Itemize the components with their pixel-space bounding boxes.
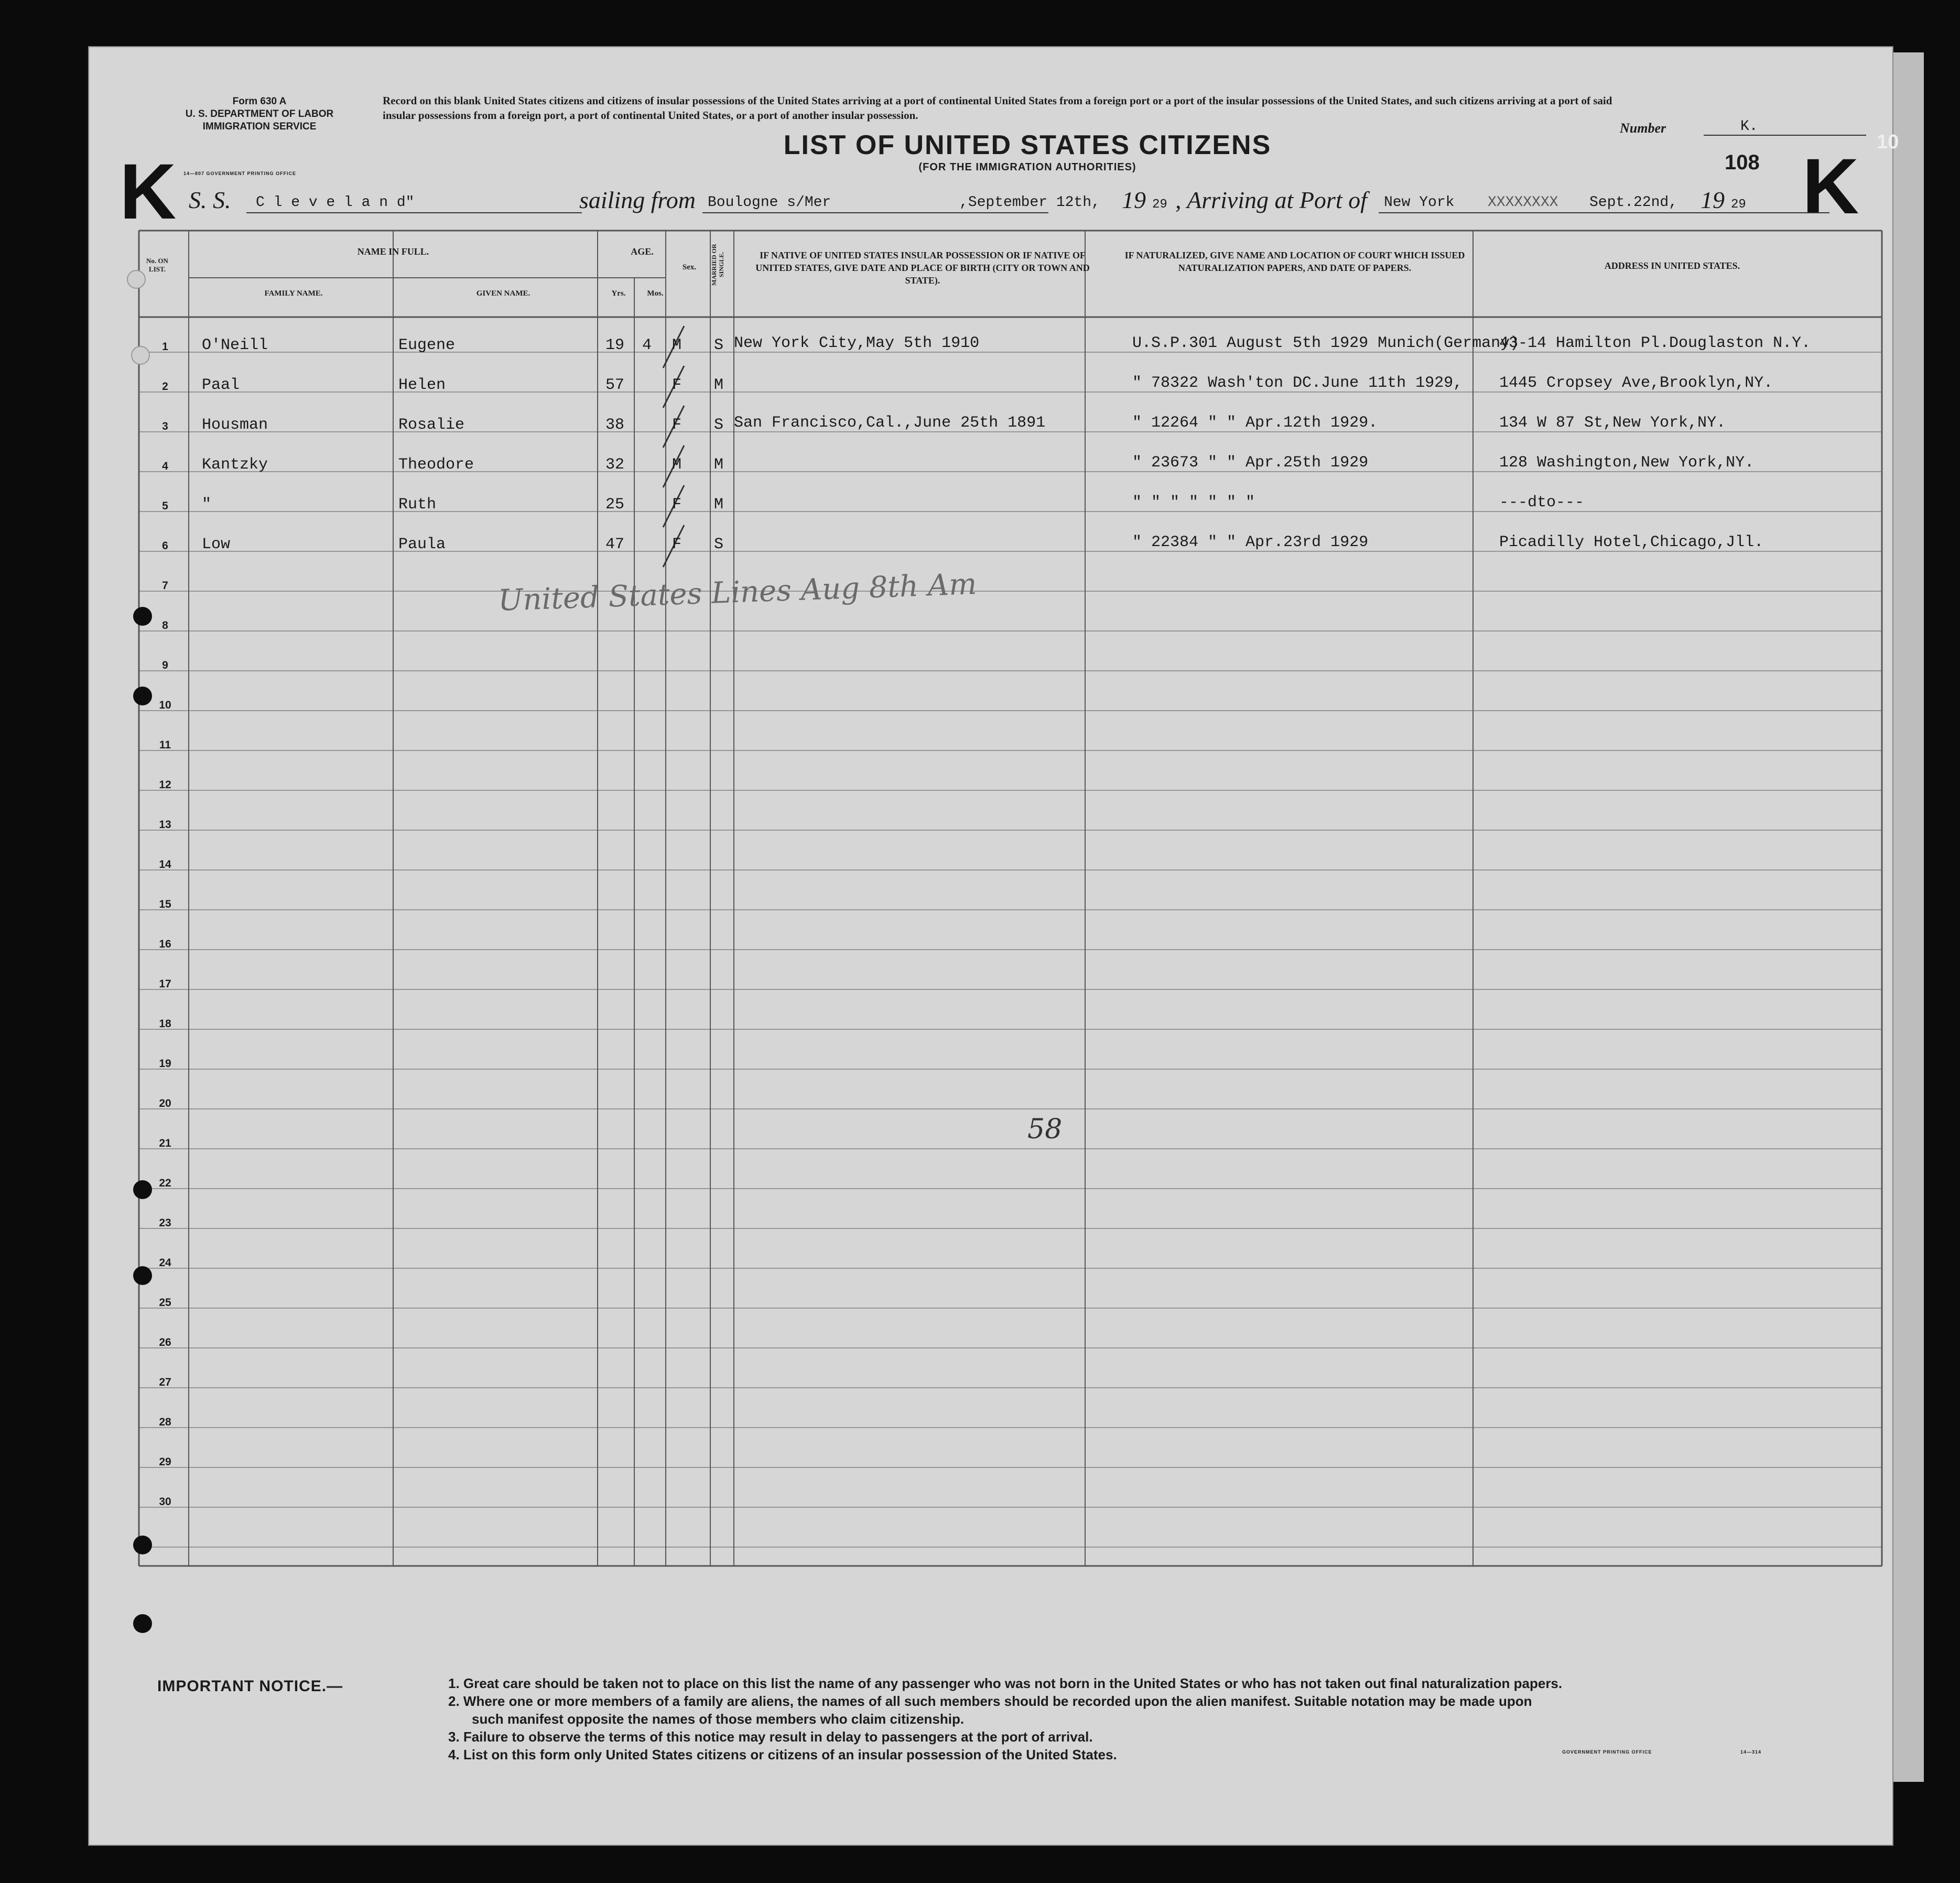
marital-status: S <box>714 536 724 553</box>
row-number: 26 <box>159 1336 171 1348</box>
marital-status: M <box>714 496 724 514</box>
us-address: 43-14 Hamilton Pl.Douglaston N.Y. <box>1499 334 1811 352</box>
us-address: 128 Washington,New York,NY. <box>1499 454 1755 472</box>
given-name: Ruth <box>398 496 437 514</box>
row-number: 1 <box>162 341 168 353</box>
col-sex: Sex. <box>682 263 697 271</box>
struck-text: XXXXXXXX <box>1488 194 1558 211</box>
department-name: U. S. DEPARTMENT OF LABOR <box>185 108 334 119</box>
row-number: 17 <box>159 978 171 990</box>
departure-year: 29 <box>1152 198 1167 212</box>
age-years: 19 <box>605 336 625 354</box>
age-years: 38 <box>605 416 625 434</box>
notice-item-3: 3. Failure to observe the terms of this notice may result in delay to passengers at the port of arrival. <box>448 1729 1093 1745</box>
col-no-on-list: No. ON LIST. <box>146 257 168 273</box>
year-prefix-right: 19 <box>1701 187 1725 213</box>
marital-status: S <box>714 336 724 354</box>
naturalization-info: " 78322 Wash'ton DC.June 11th 1929, <box>1132 374 1463 392</box>
row-number: 19 <box>159 1058 171 1070</box>
age-years: 25 <box>605 496 625 514</box>
row-number: 3 <box>162 420 168 432</box>
row-number: 5 <box>162 500 168 512</box>
row-number: 12 <box>159 779 171 791</box>
marital-status: M <box>714 456 724 474</box>
family-name: Low <box>202 536 231 553</box>
sex: F <box>672 376 682 394</box>
row-number: 20 <box>159 1097 171 1109</box>
sailing-from-label: sailing from <box>579 187 696 213</box>
ss-label: S. S. <box>189 187 231 213</box>
naturalization-info: " 12264 " " Apr.12th 1929. <box>1132 414 1378 432</box>
row-number: 27 <box>159 1376 171 1388</box>
manifest-page <box>88 46 1899 1846</box>
number-value: K. <box>1704 118 1866 136</box>
row-number: 9 <box>162 659 168 671</box>
notice-heading: IMPORTANT NOTICE.— <box>157 1678 343 1695</box>
row-number: 29 <box>159 1456 171 1468</box>
col-name-in-full: NAME IN FULL. <box>357 246 429 257</box>
punch-hole <box>131 346 150 365</box>
naturalization-info: " 22384 " " Apr.23rd 1929 <box>1132 534 1369 551</box>
given-name: Helen <box>398 376 446 394</box>
arrival-year: 29 <box>1731 198 1746 212</box>
row-number: 2 <box>162 380 168 393</box>
notice-item-4: 4. List on this form only United States citizens or citizens of an insular possession of the United States. <box>448 1747 1117 1762</box>
notice-item-2: 2. Where one or more members of a family are aliens, the names of all such members should be recorded upon the alien manifest. Suitable notation may be made upon <box>448 1693 1532 1709</box>
age-months: 4 <box>642 336 652 354</box>
us-address: 1445 Cropsey Ave,Brooklyn,NY. <box>1499 374 1773 392</box>
arriving-label: , Arriving at Port of <box>1175 187 1367 213</box>
age-years: 47 <box>605 536 625 553</box>
birth-info: San Francisco,Cal.,June 25th 1891 <box>734 414 1046 432</box>
sex: M <box>672 336 682 354</box>
row-number: 14 <box>159 858 171 870</box>
record-instructions: Record on this blank United States citizens and citizens of insular possessions of the United States arriving at a port of continental United States from a foreign port or a port of the insular possessions of the United States, and such citizens arriving at a port of said insular possessions from a foreign port, a port of continental United States, or a port of another insular possession. <box>383 94 1612 122</box>
col-birth: IF NATIVE OF UNITED STATES INSULAR POSSESSION OR IF NATIVE OF UNITED STATES, GIVE DATE AND PLACE OF BIRTH (CITY OR TOWN AND STATE). <box>755 250 1090 286</box>
gpo-footer: GOVERNMENT PRINTING OFFICE <box>1562 1749 1652 1755</box>
col-address: ADDRESS IN UNITED STATES. <box>1604 260 1740 271</box>
col-family-name: FAMILY NAME. <box>264 289 323 298</box>
gpo-footer-code: 14—314 <box>1740 1749 1762 1755</box>
us-address: 134 W 87 St,New York,NY. <box>1499 414 1726 432</box>
year-prefix-left: 19 <box>1122 187 1146 213</box>
row-number: 13 <box>159 819 171 831</box>
col-mos: Mos. <box>647 289 664 298</box>
col-yrs: Yrs. <box>611 289 626 298</box>
row-number: 21 <box>159 1137 171 1149</box>
punch-hole <box>127 270 146 289</box>
naturalization-info: " " " " " " " <box>1132 494 1255 511</box>
service-name: IMMIGRATION SERVICE <box>202 121 317 132</box>
gov-printing-code: 14—807 GOVERNMENT PRINTING OFFICE <box>183 171 297 176</box>
row-number: 23 <box>159 1217 171 1229</box>
row-number: 24 <box>159 1257 171 1269</box>
row-number: 7 <box>162 580 168 592</box>
table-grid <box>89 47 1892 1845</box>
family-name: Kantzky <box>202 456 268 474</box>
form-number: Form 630 A <box>232 96 287 107</box>
arrival-port: New York <box>1384 194 1455 211</box>
col-naturalized: IF NATURALIZED, GIVE NAME AND LOCATION OF COURT WHICH ISSUED NATURALIZATION PAPERS, AND DATE OF PAPERS. <box>1124 250 1465 273</box>
col-age: AGE. <box>631 246 654 257</box>
page-subtitle: (FOR THE IMMIGRATION AUTHORITIES) <box>918 161 1136 173</box>
notice-item-1: 1. Great care should be taken not to place on this list the name of any passenger who was not born in the United States or who has not taken out final naturalization papers. <box>448 1675 1563 1691</box>
row-number: 16 <box>159 938 171 950</box>
family-name: Paal <box>202 376 240 394</box>
row-number: 6 <box>162 540 168 552</box>
marital-status: S <box>714 416 724 434</box>
k-mark-left: K <box>120 147 177 235</box>
family-name: " <box>202 496 212 514</box>
row-number: 30 <box>159 1496 171 1508</box>
age-years: 32 <box>605 456 625 474</box>
row-number: 25 <box>159 1297 171 1309</box>
row-number: 11 <box>159 739 171 751</box>
birth-info: New York City,May 5th 1910 <box>734 334 980 352</box>
naturalization-info: " 23673 " " Apr.25th 1929 <box>1132 454 1369 472</box>
punch-hole <box>133 1536 152 1554</box>
family-name: Housman <box>202 416 268 434</box>
from-port: Boulogne s/Mer <box>708 194 831 211</box>
row-number: 28 <box>159 1416 171 1428</box>
col-married-single: MARRIED OR SINGLE. <box>710 244 725 286</box>
naturalization-info: U.S.P.301 August 5th 1929 Munich(Germany) <box>1132 334 1520 352</box>
page-title: LIST OF UNITED STATES CITIZENS <box>783 130 1272 160</box>
margin-number: 10 <box>1877 131 1899 153</box>
arrival-date: Sept.22nd, <box>1589 194 1678 211</box>
departure-date: ,September 12th, <box>959 194 1100 211</box>
sex: F <box>672 496 682 514</box>
punch-hole <box>133 687 152 705</box>
row-number: 10 <box>159 699 171 711</box>
us-address: Picadilly Hotel,Chicago,Jll. <box>1499 534 1764 551</box>
given-name: Eugene <box>398 336 456 354</box>
us-address: ---dto--- <box>1499 494 1585 511</box>
page-number: 108 <box>1725 151 1760 174</box>
row-number: 4 <box>162 460 168 472</box>
handwritten-signature: United States Lines Aug 8th Am <box>497 567 978 618</box>
ship-name: C l e v e l a n d" <box>256 194 415 211</box>
given-name: Theodore <box>398 456 474 474</box>
row-number: 8 <box>162 619 168 632</box>
number-label: Number <box>1620 121 1666 136</box>
row-number: 18 <box>159 1018 171 1030</box>
age-years: 57 <box>605 376 625 394</box>
punch-hole <box>133 1180 152 1199</box>
row-number: 15 <box>159 898 171 910</box>
handwritten-page-stamp: 58 <box>1027 1114 1063 1145</box>
row-number: 22 <box>159 1177 171 1189</box>
family-name: O'Neill <box>202 336 268 354</box>
k-mark-right: K <box>1802 142 1859 230</box>
punch-hole <box>133 1266 152 1285</box>
notice-item-2-cont: such manifest opposite the names of those members who claim citizenship. <box>472 1711 965 1727</box>
given-name: Paula <box>398 536 446 553</box>
given-name: Rosalie <box>398 416 465 434</box>
marital-status: M <box>714 376 724 394</box>
sex: F <box>672 536 682 553</box>
punch-hole <box>133 607 152 626</box>
sex: F <box>672 416 682 434</box>
col-given-name: GIVEN NAME. <box>476 289 530 298</box>
punch-hole <box>133 1614 152 1633</box>
sex: M <box>672 456 682 474</box>
